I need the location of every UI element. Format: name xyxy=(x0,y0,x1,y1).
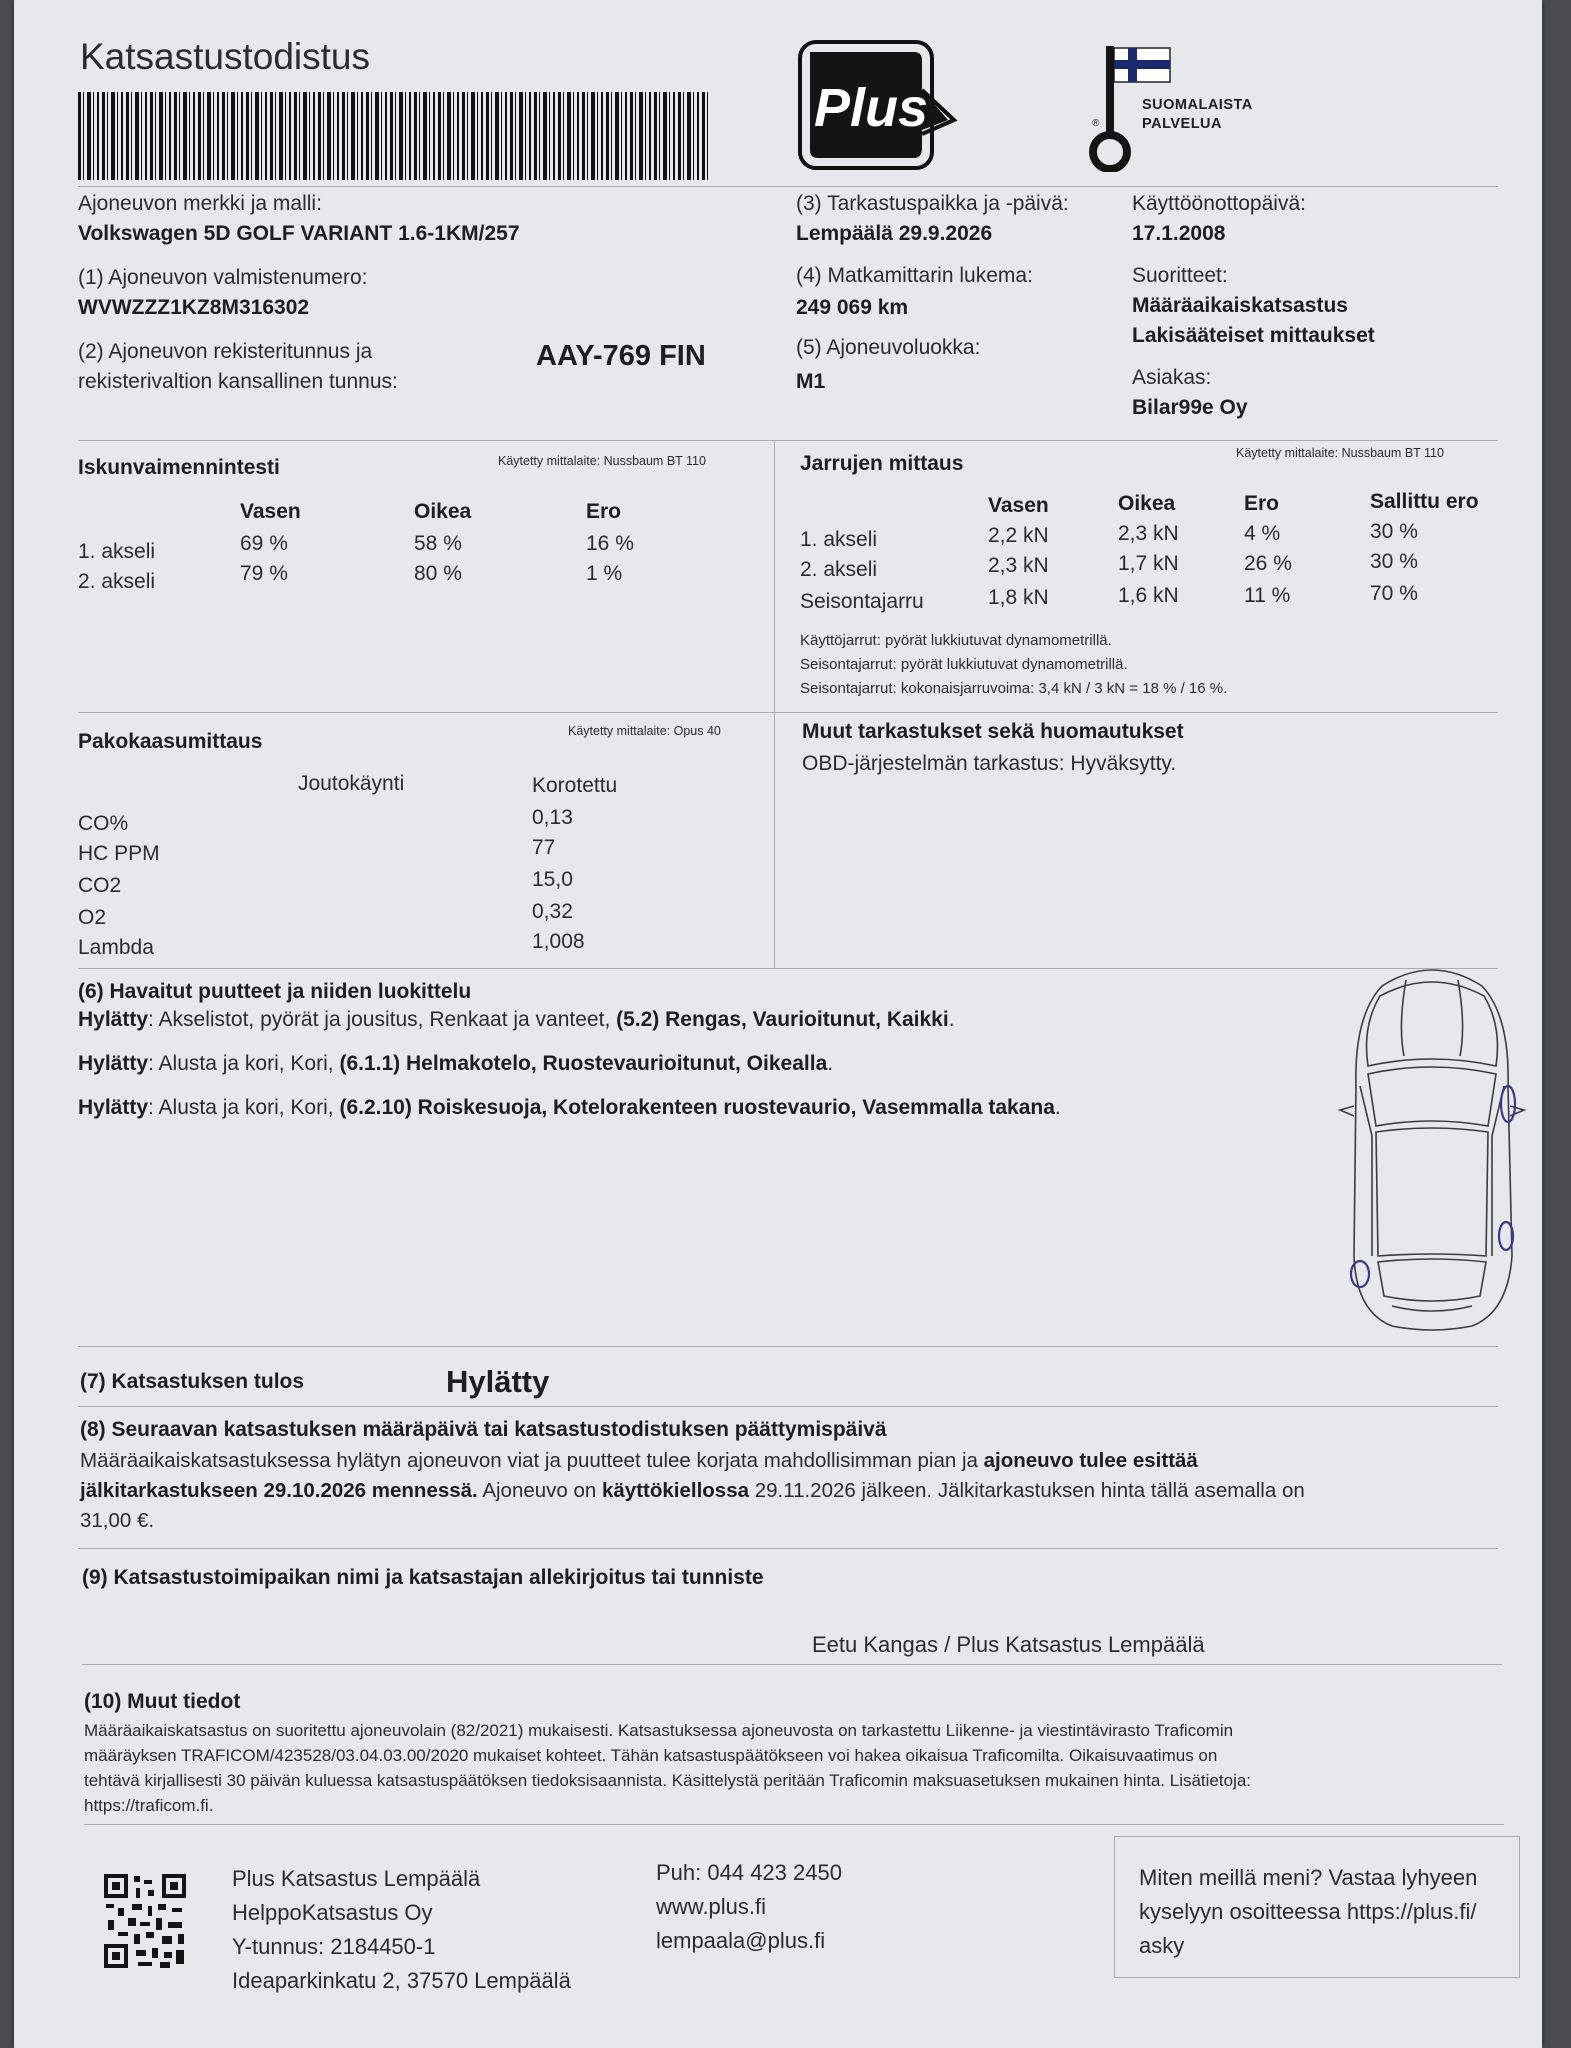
reg-label-1: (2) Ajoneuvon rekisteritunnus ja xyxy=(78,340,373,363)
brake-header-allowed: Sallittu ero xyxy=(1370,490,1479,513)
shock-row-value: 58 % xyxy=(414,532,462,555)
brake-test-title: Jarrujen mittaus xyxy=(800,452,964,475)
brake-row-value: 4 % xyxy=(1244,522,1281,545)
odometer-label: (4) Matkamittarin lukema: xyxy=(796,264,1033,287)
inspection-certificate-paper xyxy=(14,0,1542,2048)
place-value: Lempäälä 29.9.2026 xyxy=(796,222,993,245)
misc-info-title: (10) Muut tiedot xyxy=(84,1690,241,1713)
shock-test-title: Iskunvaimennintesti xyxy=(78,456,280,479)
signature-title: (9) Katsastustoimipaikan nimi ja katsastajan allekirjoitus tai tunniste xyxy=(82,1566,764,1589)
brake-header-right: Oikea xyxy=(1118,492,1176,515)
commission-date-label: Käyttöönottopäivä: xyxy=(1132,192,1306,215)
shock-header-right: Oikea xyxy=(414,500,472,523)
exhaust-test-title: Pakokaasumittaus xyxy=(78,730,263,753)
customer-label: Asiakas: xyxy=(1132,366,1212,389)
vin-label: (1) Ajoneuvon valmistenumero: xyxy=(78,266,368,289)
shock-row-value: 79 % xyxy=(240,562,288,585)
brake-test-device: Käytetty mittalaite: Nussbaum BT 110 xyxy=(1236,446,1444,460)
shock-header-diff: Ero xyxy=(586,500,622,523)
shock-header-left: Vasen xyxy=(240,500,301,523)
brake-row-label: Seisontajarru xyxy=(800,590,924,613)
odometer-value: 249 069 km xyxy=(796,296,909,319)
brake-row-label: 1. akseli xyxy=(800,528,878,551)
feedback-text: asky xyxy=(1139,1933,1185,1958)
brake-row-value: 30 % xyxy=(1370,550,1418,573)
shock-row-value: 80 % xyxy=(414,562,462,585)
next-inspection-title: (8) Seuraavan katsastuksen määräpäivä tai katsastustodistuksen päättymispäivä xyxy=(80,1418,887,1441)
defect-item: Hylätty: Akselistot, pyörät ja jousitus, Renkaat ja vanteet, (5.2) Rengas, Vaurioitunut, Kaikki. xyxy=(78,1008,955,1031)
performed-item-2: Lakisääteiset mittaukset xyxy=(1132,324,1375,347)
defects-title: (6) Havaitut puutteet ja niiden luokittelu xyxy=(78,980,472,1003)
shock-row-value: 69 % xyxy=(240,532,288,555)
brake-row-value: 1,6 kN xyxy=(1118,584,1179,607)
brake-note: Seisontajarrut: pyörät lukkiutuvat dynamometrillä. xyxy=(800,656,1128,673)
brake-header-diff: Ero xyxy=(1244,492,1280,515)
shock-test-device: Käytetty mittalaite: Nussbaum BT 110 xyxy=(498,454,706,468)
exhaust-row-label: Lambda xyxy=(78,936,154,959)
shock-row-label: 1. akseli xyxy=(78,540,156,563)
shock-row-value: 1 % xyxy=(586,562,623,585)
performed-item-1: Määräaikaiskatsastus xyxy=(1132,294,1348,317)
brake-row-value: 70 % xyxy=(1370,582,1418,605)
brake-row-value: 2,3 kN xyxy=(988,554,1049,577)
brake-row-value: 1,8 kN xyxy=(988,586,1049,609)
feedback-link[interactable]: kyselyyn osoitteessa https://plus.fi/ xyxy=(1139,1899,1477,1924)
badge-line-1: SUOMALAISTA xyxy=(1142,97,1253,113)
brake-row-value: 26 % xyxy=(1244,552,1292,575)
barcode xyxy=(78,92,710,180)
shock-row-value: 16 % xyxy=(586,532,634,555)
exhaust-row-value: 0,32 xyxy=(532,900,573,923)
place-label: (3) Tarkastuspaikka ja -päivä: xyxy=(796,192,1069,215)
footer-phone: Puh: 044 423 2450 xyxy=(656,1860,842,1885)
plus-logo-text: Plus xyxy=(814,78,929,138)
feedback-box xyxy=(1114,1836,1520,1978)
exhaust-row-label: CO2 xyxy=(78,874,122,897)
feedback-text: Miten meillä meni? Vastaa lyhyeen xyxy=(1139,1865,1478,1890)
next-inspection-text: Määräaikaiskatsastuksessa hylätyn ajoneuvon viat ja puutteet tulee korjata mahdollisimman pian ja ajoneuvo tulee esittää jälkitarkastukseen 29.10.2026 mennessä. Ajoneuvo on käyttökiellossa 29.11.2026 jälkeen. Jälkitarkastuksen hinta tällä asemalla on 31,00 €. xyxy=(80,1449,1305,1532)
exhaust-row-label: O2 xyxy=(78,906,107,929)
qr-code xyxy=(102,1872,188,1970)
page-title: Katsastustodistus xyxy=(80,36,370,77)
exhaust-row-value: 77 xyxy=(532,836,556,859)
other-checks-text: OBD-järjestelmän tarkastus: Hyväksytty. xyxy=(802,752,1177,775)
make-value: Volkswagen 5D GOLF VARIANT 1.6-1KM/257 xyxy=(78,222,520,245)
defect-item: Hylätty: Alusta ja kori, Kori, (6.2.10) Roiskesuoja, Kotelorakenteen ruostevaurio, Vasemmalla takana. xyxy=(78,1096,1061,1119)
performed-label: Suoritteet: xyxy=(1132,264,1228,287)
badge-line-2: PALVELUA xyxy=(1142,116,1222,132)
brake-row-value: 11 % xyxy=(1244,584,1291,607)
registration-plate-value: AAY-769 FIN xyxy=(536,340,706,372)
brake-row-value: 30 % xyxy=(1370,520,1418,543)
brake-row-value: 2,2 kN xyxy=(988,524,1049,547)
brake-note: Seisontajarrut: kokonaisjarruvoima: 3,4 kN / 3 kN = 18 % / 16 %. xyxy=(800,680,1228,697)
finnish-service-badge xyxy=(1086,42,1253,172)
brake-header-left: Vasen xyxy=(988,494,1049,517)
plus-logo xyxy=(796,38,976,174)
footer-company: Plus Katsastus Lempäälä HelppoKatsastus Oy Y-tunnus: 2184450-1 Ideaparkinkatu 2, 37570 Lempäälä xyxy=(232,1866,571,1993)
exhaust-row-label: CO% xyxy=(78,812,129,835)
car-defect-diagram xyxy=(1332,956,1532,1336)
result-value: Hylätty xyxy=(446,1364,550,1399)
result-label: (7) Katsastuksen tulos xyxy=(80,1370,305,1393)
commission-date-value: 17.1.2008 xyxy=(1132,222,1226,245)
brake-note: Käyttöjarrut: pyörät lukkiutuvat dynamometrillä. xyxy=(800,632,1112,649)
vin-value: WVWZZZ1KZ8M316302 xyxy=(78,296,310,319)
vehicle-class-value: M1 xyxy=(796,370,826,393)
brake-row-value: 2,3 kN xyxy=(1118,522,1179,545)
reg-label-2: rekisterivaltion kansallinen tunnus: xyxy=(78,370,398,393)
footer-contact xyxy=(656,1856,842,1958)
misc-info-text: Määräaikaiskatsastus on suoritettu ajoneuvolain (82/2021) mukaisesti. Katsastuksessa ajoneuvosta on tarkastettu Liikenne- ja viestintävirasto Traficomin määräyksen TRAFICOM/423528/03.04.03.00/2020 mukaiset kohteet. Tähän katsastuspäätökseen voi hakea oikaisua Traficomilta. Oikaisuvaatimus on tehtävä kirjallisesti 30 päivän kuluessa katsastuspäätöksen tiedoksisaannista. Käsittelystä peritään Traficomin maksuasetuksen mukainen hinta. Lisätietoja: https://traficom.fi. xyxy=(84,1721,1252,1815)
customer-value: Bilar99e Oy xyxy=(1132,396,1248,419)
exhaust-header-raised: Korotettu xyxy=(532,774,618,797)
exhaust-row-value: 1,008 xyxy=(532,930,585,953)
signature-value: Eetu Kangas / Plus Katsastus Lempäälä xyxy=(812,1632,1205,1657)
other-checks-title: Muut tarkastukset sekä huomautukset xyxy=(802,720,1184,743)
exhaust-row-value: 0,13 xyxy=(532,806,573,829)
footer-email-link[interactable]: lempaala@plus.fi xyxy=(656,1928,826,1953)
brake-row-value: 1,7 kN xyxy=(1118,552,1179,575)
exhaust-test-device: Käytetty mittalaite: Opus 40 xyxy=(568,724,721,738)
vehicle-class-label: (5) Ajoneuvoluokka: xyxy=(796,336,981,359)
make-label: Ajoneuvon merkki ja malli: xyxy=(78,192,322,215)
brake-row-label: 2. akseli xyxy=(800,558,878,581)
exhaust-row-value: 15,0 xyxy=(532,868,573,891)
defect-item: Hylätty: Alusta ja kori, Kori, (6.1.1) Helmakotelo, Ruostevaurioitunut, Oikealla. xyxy=(78,1052,834,1075)
shock-row-label: 2. akseli xyxy=(78,570,156,593)
exhaust-header-idle: Joutokäynti xyxy=(298,772,405,795)
exhaust-row-label: HC PPM xyxy=(78,842,160,865)
svg-text:®: ® xyxy=(1092,118,1100,129)
footer-website-link[interactable]: www.plus.fi xyxy=(656,1894,767,1919)
